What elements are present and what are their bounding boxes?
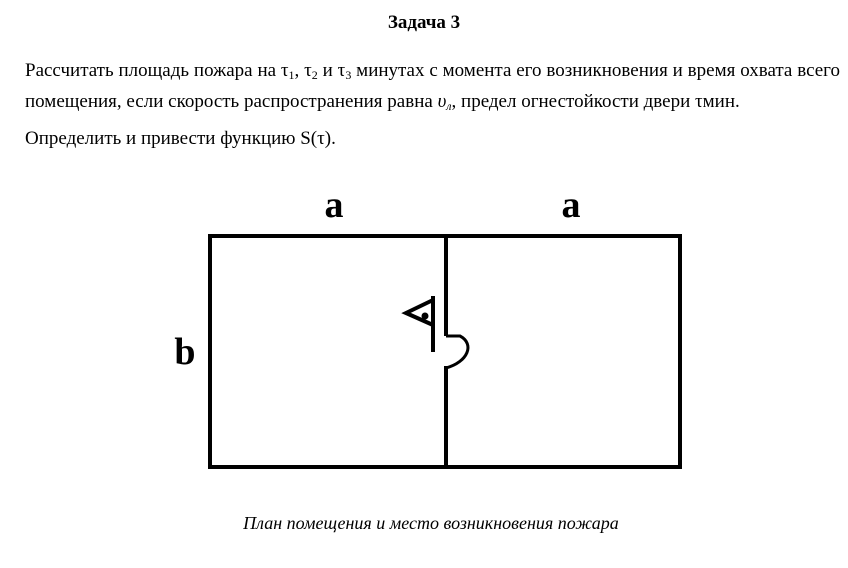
- room-plan-diagram: [150, 180, 710, 480]
- dimension-b: b: [174, 331, 196, 373]
- tau-3-subscript: 3: [345, 68, 352, 82]
- task-title: Задача 3: [387, 12, 461, 33]
- task-text-part: минутах с момента его возникновения и время охвата всего помещения, если скорость распространения равна: [25, 60, 840, 112]
- dimension-a-left: a: [324, 184, 344, 226]
- task-statement: [25, 56, 840, 118]
- dimension-a-right: a: [561, 184, 581, 226]
- task-text-part: , τ: [294, 60, 312, 81]
- velocity-subscript: л: [446, 99, 452, 113]
- task-text-part: и τ: [317, 60, 346, 81]
- tau-1-subscript: 1: [288, 68, 295, 82]
- velocity-symbol: υ: [437, 91, 447, 112]
- task-text-part: Рассчитать площадь пожара на τ: [25, 60, 289, 81]
- fire-origin-icon: [406, 296, 433, 352]
- tau-2-subscript: 2: [311, 68, 318, 82]
- diagram-caption: План помещения и место возникновения пожара: [243, 513, 619, 533]
- door-swing: [446, 336, 468, 368]
- task-text-part: , предел огнестойкости двери τмин.: [451, 91, 740, 112]
- define-function-text: Определить и привести функцию S(τ).: [25, 128, 336, 149]
